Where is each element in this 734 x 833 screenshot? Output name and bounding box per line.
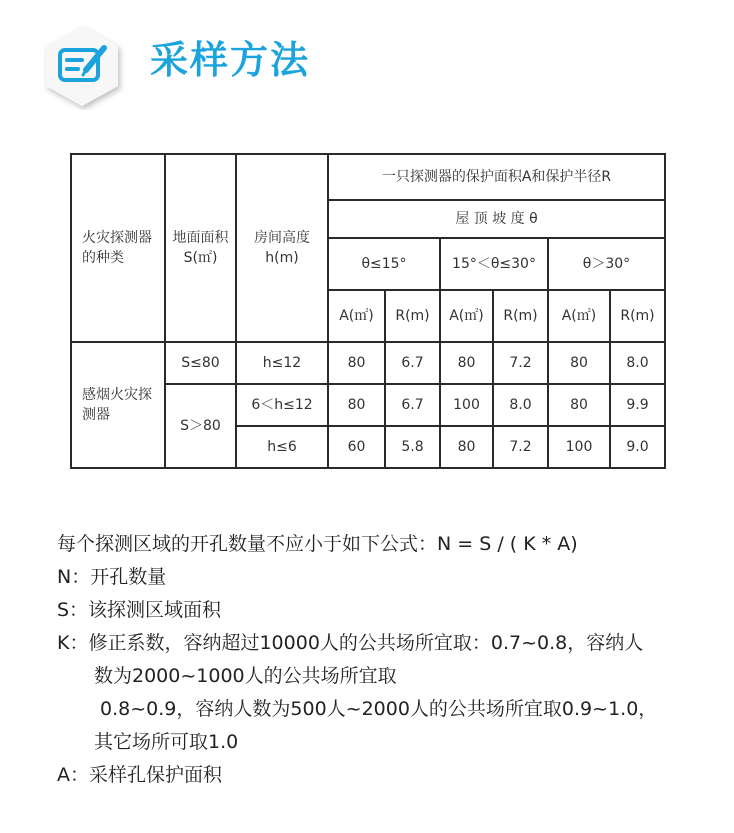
page-title: 采样方法 [150,38,311,82]
section-header [0,0,734,120]
floor-area-header: 地面面积 S(㎡) [165,154,236,342]
value-cell: 9.9 [610,384,665,426]
value-cell: 6.7 [385,342,440,384]
value-cell: 60 [328,426,385,468]
value-cell: 80 [440,426,493,468]
unit-header: R(m) [610,290,665,342]
protection-group-header: 一只探测器的保护面积A和保护半径R [328,154,665,200]
value-cell: 100 [440,384,493,426]
value-cell: 8.0 [610,342,665,384]
detector-type-header: 火灾探测器 的种类 [71,154,165,342]
k-definition: K：修正系数，容纳超过10000人的公共场所宜取：0.7~0.8，容纳人 [57,632,644,654]
k-definition-cont: 数为2000~1000人的公共场所宜取 [94,665,397,687]
a-definition: A：采样孔保护面积 [57,764,222,786]
area-condition-cell: S≤80 [165,342,236,384]
height-cell: h≤6 [236,426,328,468]
value-cell: 80 [548,342,610,384]
value-cell: 80 [328,342,385,384]
value-cell: 80 [328,384,385,426]
slope-range-header: θ＞30° [548,238,665,290]
detector-type-cell: 感烟火灾探 测器 [71,342,165,468]
k-definition-cont: 0.8~0.9，容纳人数为500人~2000人的公共场所宜取0.9~1.0， [94,698,658,720]
area-condition-cell: S＞80 [165,384,236,468]
value-cell: 80 [548,384,610,426]
value-cell: 6.7 [385,384,440,426]
value-cell: 9.0 [610,426,665,468]
unit-header: A(㎡) [440,290,493,342]
slope-range-header: 15°＜θ≤30° [440,238,548,290]
edit-document-icon [38,22,126,110]
value-cell: 5.8 [385,426,440,468]
roof-slope-header: 屋 顶 坡 度 θ [328,200,665,238]
height-cell: h≤12 [236,342,328,384]
protection-spec-table [70,153,666,469]
room-height-header: 房间高度 h(m) [236,154,328,342]
formula-notes [57,528,717,792]
value-cell: 8.0 [493,384,548,426]
value-cell: 80 [440,342,493,384]
value-cell: 100 [548,426,610,468]
formula-line: 每个探测区域的开孔数量不应小于如下公式：N = S / ( K * A) [57,533,578,555]
value-cell: 7.2 [493,342,548,384]
n-definition: N：开孔数量 [57,566,167,588]
height-cell: 6＜h≤12 [236,384,328,426]
value-cell: 7.2 [493,426,548,468]
unit-header: A(㎡) [548,290,610,342]
unit-header: R(m) [385,290,440,342]
s-definition: S：该探测区域面积 [57,599,222,621]
slope-range-header: θ≤15° [328,238,440,290]
unit-header: R(m) [493,290,548,342]
unit-header: A(㎡) [328,290,385,342]
k-definition-cont: 其它场所可取1.0 [94,731,239,753]
